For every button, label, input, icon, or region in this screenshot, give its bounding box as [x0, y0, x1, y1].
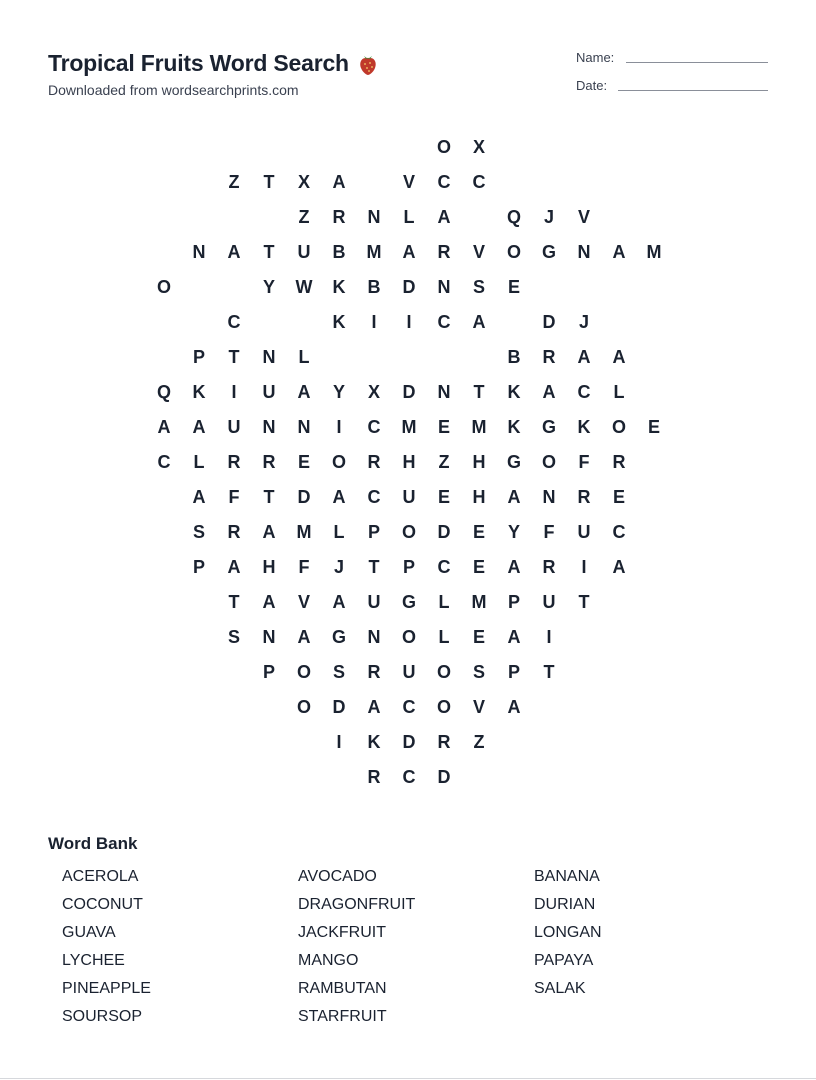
word-bank-item: STARFRUIT [298, 1008, 387, 1025]
grid-letter: H [472, 487, 486, 507]
word-bank-item: DURIAN [534, 896, 596, 913]
grid-letter: U [227, 417, 241, 437]
grid-letter: A [262, 522, 276, 542]
grid-letter: A [297, 627, 311, 647]
grid-letter: E [437, 417, 450, 437]
grid-letter: T [473, 382, 485, 402]
grid-letter: E [472, 557, 485, 577]
grid-letter: K [367, 732, 381, 752]
grid-letter: E [507, 277, 520, 297]
page-title: Tropical Fruits Word Search [48, 50, 349, 76]
grid-letter: U [402, 662, 416, 682]
grid-letter: A [297, 382, 311, 402]
grid-letter: A [542, 382, 556, 402]
grid-letter: C [402, 697, 416, 717]
grid-letter: Y [262, 277, 275, 297]
grid-letter: P [507, 662, 520, 682]
grid-letter: A [227, 557, 241, 577]
grid-letter: N [437, 277, 451, 297]
grid-letter: R [612, 452, 626, 472]
grid-letter: Z [438, 452, 450, 472]
word-bank-item: SOURSOP [62, 1008, 143, 1025]
grid-letter: O [436, 662, 451, 682]
grid-letter: Y [332, 382, 345, 402]
word-bank-item: SALAK [534, 980, 586, 997]
grid-letter: K [507, 382, 521, 402]
grid-letter: Q [506, 207, 521, 227]
grid-letter: L [438, 627, 450, 647]
grid-letter: D [437, 767, 451, 787]
grid-letter: K [507, 417, 521, 437]
word-bank-item: COCONUT [62, 896, 143, 913]
grid-letter: R [227, 452, 241, 472]
grid-letter: O [506, 242, 521, 262]
grid-letter: C [227, 312, 241, 332]
word-bank [62, 868, 782, 1036]
word-bank-item: LONGAN [534, 924, 602, 941]
word-bank-title: Word Bank [48, 834, 138, 853]
grid-letter: D [332, 697, 346, 717]
word-bank-item: GUAVA [62, 924, 116, 941]
grid-letter: O [401, 522, 416, 542]
grid-letter: N [542, 487, 556, 507]
grid-letter: A [332, 592, 346, 612]
grid-letter: X [472, 137, 485, 157]
grid-letter: E [647, 417, 660, 437]
grid-letter: G [506, 452, 521, 472]
grid-letter: A [437, 207, 451, 227]
grid-letter: E [472, 627, 485, 647]
grid-letter: Q [156, 382, 171, 402]
grid-letter: S [332, 662, 345, 682]
grid-letter: A [192, 487, 206, 507]
grid-letter: O [296, 697, 311, 717]
grid-letter: H [472, 452, 486, 472]
grid-letter: H [402, 452, 416, 472]
grid-letter: I [581, 557, 587, 577]
word-bank-item: PINEAPPLE [62, 980, 151, 997]
grid-letter: I [336, 732, 342, 752]
grid-letter: G [541, 242, 556, 262]
grid-letter: O [156, 277, 171, 297]
grid-letter: P [192, 557, 205, 577]
grid-letter: L [613, 382, 625, 402]
grid-letter: Y [507, 522, 520, 542]
grid-letter: R [332, 207, 346, 227]
grid-letter: N [437, 382, 451, 402]
grid-letter: R [227, 522, 241, 542]
grid-letter: O [401, 627, 416, 647]
grid-letter: O [436, 697, 451, 717]
grid-letter: A [262, 592, 276, 612]
grid-letter: M [296, 522, 312, 542]
grid-letter: I [546, 627, 552, 647]
grid-letter: F [578, 452, 590, 472]
grid-letter: D [402, 732, 416, 752]
grid-letter: A [402, 242, 416, 262]
grid-letter: T [228, 347, 240, 367]
grid-letter: U [542, 592, 556, 612]
grid-letter: A [507, 487, 521, 507]
grid-letter: C [472, 172, 486, 192]
grid-letter: K [577, 417, 591, 437]
grid-letter: P [507, 592, 520, 612]
grid-letter: U [577, 522, 591, 542]
word-bank-item: MANGO [298, 952, 359, 969]
date-label: Date: [576, 78, 608, 93]
grid-letter: I [406, 312, 412, 332]
grid-letter: G [331, 627, 346, 647]
grid-letter: R [542, 557, 556, 577]
grid-letter: L [333, 522, 345, 542]
grid-letter: A [157, 417, 171, 437]
grid-letter: U [367, 592, 381, 612]
grid-letter: F [543, 522, 555, 542]
grid-letter: C [437, 312, 451, 332]
grid-letter: N [262, 627, 276, 647]
grid-letter: G [401, 592, 416, 612]
grid-letter: L [298, 347, 310, 367]
grid-letter: V [577, 207, 590, 227]
grid-letter: V [472, 242, 485, 262]
grid-letter: N [192, 242, 206, 262]
grid-letter: P [262, 662, 275, 682]
grid-letter: A [612, 347, 626, 367]
grid-letter: C [577, 382, 591, 402]
grid-letter: R [367, 767, 381, 787]
grid-letter: T [228, 592, 240, 612]
source-subtitle: Downloaded from wordsearchprints.com [48, 82, 299, 98]
grid-letter: N [367, 627, 381, 647]
grid-letter: J [333, 557, 344, 577]
grid-letter: B [332, 242, 346, 262]
grid-letter: R [437, 242, 451, 262]
grid-letter: D [402, 277, 416, 297]
grid-letter: V [472, 697, 485, 717]
grid-letter: Z [473, 732, 485, 752]
grid-letter: M [471, 417, 487, 437]
grid-letter: N [367, 207, 381, 227]
page-bottom-rule [0, 1078, 816, 1079]
grid-letter: C [612, 522, 626, 542]
grid-letter: P [367, 522, 380, 542]
grid-letter: J [578, 312, 589, 332]
grid-letter: A [507, 557, 521, 577]
grid-letter: N [297, 417, 311, 437]
grid-letter: O [296, 662, 311, 682]
grid-letter: V [402, 172, 415, 192]
grid-letter: A [367, 697, 381, 717]
grid-letter: P [192, 347, 205, 367]
grid-letter: D [402, 382, 416, 402]
grid-letter: E [297, 452, 310, 472]
grid-letter: F [228, 487, 240, 507]
grid-letter: E [472, 522, 485, 542]
grid-letter: L [193, 452, 205, 472]
grid-letter: X [367, 382, 380, 402]
grid-letter: R [542, 347, 556, 367]
grid-letter: U [402, 487, 416, 507]
word-bank-item: BANANA [534, 868, 600, 885]
grid-letter: T [263, 172, 275, 192]
grid-letter: W [295, 277, 313, 297]
grid-letter: R [437, 732, 451, 752]
grid-letter: A [332, 172, 346, 192]
grid-letter: F [298, 557, 310, 577]
grid-letter: C [367, 487, 381, 507]
grid-letter: C [437, 172, 451, 192]
grid-letter: D [437, 522, 451, 542]
word-bank-item: LYCHEE [62, 952, 125, 969]
grid-letter: B [507, 347, 521, 367]
grid-letter: O [611, 417, 626, 437]
grid-letter: M [471, 592, 487, 612]
grid-letter: B [367, 277, 381, 297]
grid-letter: C [157, 452, 171, 472]
grid-letter: T [368, 557, 380, 577]
word-bank-item: PAPAYA [534, 952, 594, 969]
grid-letter: M [646, 242, 662, 262]
grid-letter: C [402, 767, 416, 787]
grid-letter: S [227, 627, 240, 647]
word-bank-item: DRAGONFRUIT [298, 896, 416, 913]
grid-letter: I [231, 382, 237, 402]
grid-letter: G [541, 417, 556, 437]
grid-letter: N [577, 242, 591, 262]
grid-letter: R [262, 452, 276, 472]
grid-letter: Z [228, 172, 240, 192]
grid-letter: A [612, 557, 626, 577]
grid-letter: P [402, 557, 415, 577]
grid-letter: U [262, 382, 276, 402]
grid-letter: T [578, 592, 590, 612]
grid-letter: S [192, 522, 205, 542]
grid-letter: R [577, 487, 591, 507]
grid-letter: O [541, 452, 556, 472]
grid-letter: I [336, 417, 342, 437]
name-label: Name: [576, 50, 615, 65]
grid-letter: L [438, 592, 450, 612]
grid-letter: J [543, 207, 554, 227]
grid-letter: A [227, 242, 241, 262]
grid-letter: V [297, 592, 310, 612]
grid-letter: C [437, 557, 451, 577]
word-bank-item: JACKFRUIT [298, 924, 386, 941]
grid-letter: I [371, 312, 377, 332]
grid-letter: A [332, 487, 346, 507]
grid-letter: C [367, 417, 381, 437]
grid-letter: X [297, 172, 310, 192]
grid-letter: U [297, 242, 311, 262]
word-bank-item: AVOCADO [298, 868, 377, 885]
grid-letter: M [401, 417, 417, 437]
grid-letter: K [332, 277, 346, 297]
grid-letter: O [331, 452, 346, 472]
grid-letter: E [437, 487, 450, 507]
grid-letter: Z [298, 207, 310, 227]
grid-letter: K [332, 312, 346, 332]
grid-letter: T [263, 242, 275, 262]
grid-letter: A [507, 697, 521, 717]
grid-letter: N [262, 347, 276, 367]
grid-letter: A [577, 347, 591, 367]
grid-letter: O [436, 137, 451, 157]
grid-letter: R [367, 452, 381, 472]
grid-letter: T [543, 662, 555, 682]
grid-letter: K [192, 382, 206, 402]
grid-letter: T [263, 487, 275, 507]
grid-letter: D [297, 487, 311, 507]
grid-letter: E [612, 487, 625, 507]
grid-letter: S [472, 277, 485, 297]
grid-letter: A [612, 242, 626, 262]
word-bank-item: RAMBUTAN [298, 980, 387, 997]
word-bank-item: ACEROLA [62, 868, 139, 885]
grid-letter: A [192, 417, 206, 437]
grid-letter: R [367, 662, 381, 682]
grid-letter: D [542, 312, 556, 332]
grid-letter: M [366, 242, 382, 262]
grid-letter: N [262, 417, 276, 437]
grid-letter: L [403, 207, 415, 227]
grid-letter: A [472, 312, 486, 332]
grid-letter: A [507, 627, 521, 647]
grid-letter: H [262, 557, 276, 577]
grid-letter: S [472, 662, 485, 682]
